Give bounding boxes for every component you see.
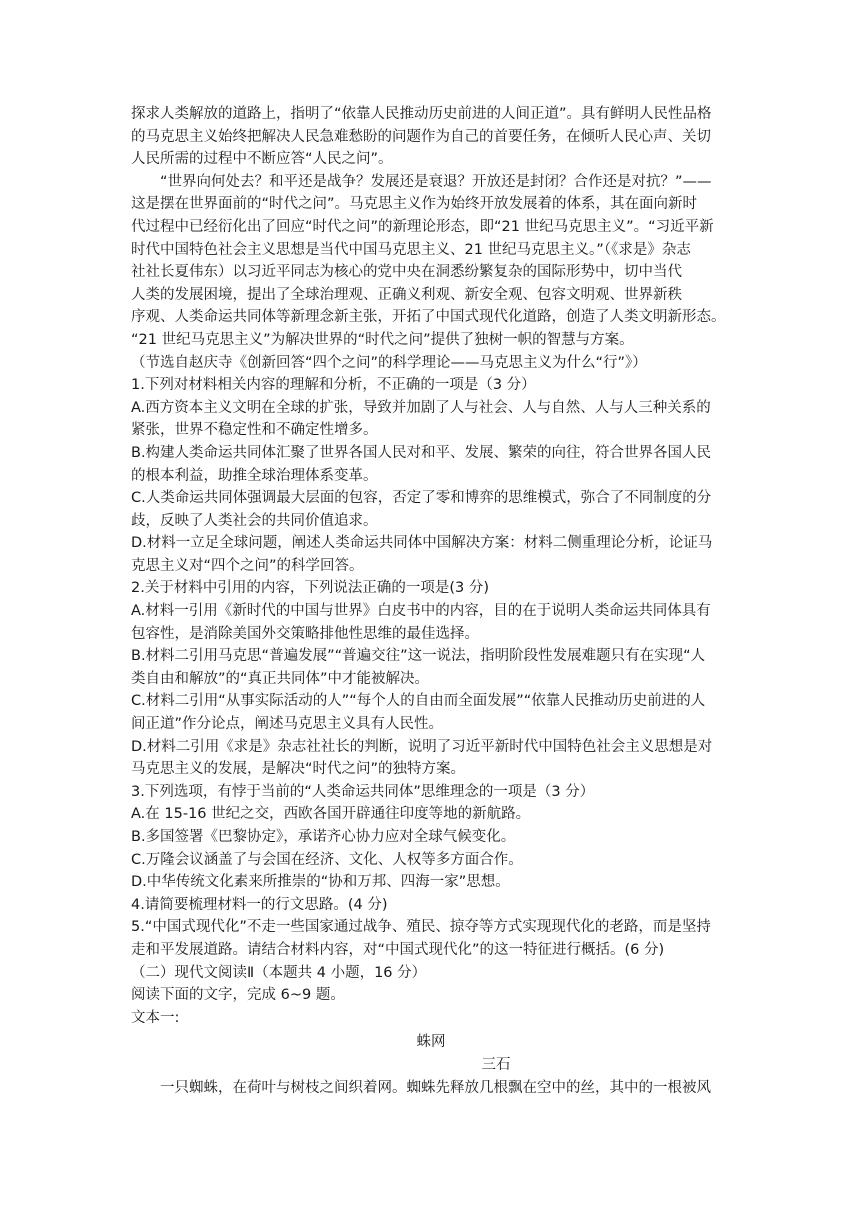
story-author: 三石 [481, 1056, 511, 1073]
option-line: A.西方资本主义文明在全球的扩张，导致并加剧了人与社会、人与自然、人与人三种关系的 [131, 399, 711, 416]
option-line: 类自由和解放”的“真正共同体”中才能被解决。 [131, 670, 430, 687]
paragraph-line: 一只蜘蛛，在荷叶与树枝之间织着网。蜘蛛先释放几根飘在空中的丝，其中的一根被风 [160, 1079, 711, 1096]
question-2: 2.关于材料中引用的内容，下列说法正确的一项是(3 分) [131, 580, 489, 597]
option-line: C.人类命运共同体强调最大层面的包容，否定了零和博弈的思维模式，弥合了不同制度的分 [131, 490, 712, 507]
option-line: 紧张，世界不稳定性和不确定性增多。 [131, 422, 378, 439]
paragraph-line: 这是摆在世界面前的“时代之问”。马克思主义作为始终开放发展着的体系，其在面向新时 [131, 196, 698, 213]
question-3: 3.下列选项，有悖于当前的“人类命运共同体”思维理念的一项是（3 分） [131, 783, 595, 800]
text-label: 文本一: [131, 1009, 180, 1026]
option-line: 马克思主义的发展，是解决“时代之问”的独特方案。 [131, 761, 466, 778]
paragraph-line: “21 世纪马克思主义”为解决世界的“时代之问”提供了独树一帜的智慧与方案。 [131, 331, 634, 348]
option-line: B.材料二引用马克思“普遍发展”“普遍交往”这一说法，指明阶段性发展难题只有在实现“人 [131, 648, 706, 665]
question-1: 1.下列对材料相关内容的理解和分析，不正确的一项是（3 分） [131, 377, 536, 394]
option-line: 的根本利益，助推全球治理体系变革。 [131, 467, 378, 484]
question-5: 5.“中国式现代化”不走一些国家通过战争、殖民、掠夺等方式实现现代化的老路，而是坚持 [131, 919, 711, 936]
paragraph-line: 时代中国特色社会主义思想是当代中国马克思主义、21 世纪马克思主义。”（《求是》杂志 [131, 241, 691, 258]
paragraph-line: 序观、人类命运共同体等新理念新主张，开拓了中国式现代化道路，创造了人类文明新形态。 [131, 309, 726, 326]
instruction: 阅读下面的文字，完成 6~9 题。 [131, 987, 345, 1004]
option-line: A.材料一引用《新时代的中国与世界》白皮书中的内容，目的在于说明人类命运共同体具有 [131, 603, 711, 620]
paragraph-line: 人民所需的过程中不断应答“人民之问”。 [131, 151, 393, 168]
option-line: 克思主义对“四个之问”的科学回答。 [131, 557, 364, 574]
option-line: C.材料二引用“从事实际活动的人”“每个人的自由而全面发展”“依靠人民推动历史前进的人 [131, 693, 706, 710]
source-citation: （节选自赵庆寺《创新回答“四个之问”的科学理论——马克思主义为什么“行”》） [131, 354, 647, 371]
option-line: B.多国签署《巴黎协定》，承诺齐心协力应对全球气候变化。 [131, 829, 516, 845]
option-line: 歧，反映了人类社会的共同价值追求。 [131, 512, 378, 529]
question-5-cont: 走和平发展道路。请结合材料内容，对“中国式现代化”的这一特征进行概括。(6 分) [131, 941, 665, 958]
option-line: 包容性，是消除美国外交策略排他性思维的最佳选择。 [131, 625, 479, 642]
paragraph-line: 社社长夏伟东）以习近平同志为核心的党中央在洞悉纷繁复杂的国际形势中，切中当代 [131, 264, 682, 281]
option-line: C.万隆会议涵盖了与会国在经济、文化、人权等多方面合作。 [131, 851, 523, 868]
paragraph-line: 的马克思主义始终把解决人民急难愁盼的问题作为自己的首要任务，在倾听人民心声、关切 [131, 128, 711, 145]
option-line: D.中华传统文化素来所推崇的“协和万邦、四海一家”思想。 [131, 874, 510, 891]
paragraph-line: 代过程中已经衍化出了回应“时代之问”的新理论形态，即“21 世纪马克思主义”。“习近平新 [131, 218, 714, 235]
option-line: A.在 15-16 世纪之交，西欧各国开辟通往印度等地的新航路。 [131, 806, 531, 823]
option-line: B.构建人类命运共同体汇聚了世界各国人民对和平、发展、繁荣的向往，符合世界各国人民 [131, 444, 712, 461]
question-4: 4.请简要梳理材料一的行文思路。(4 分) [131, 896, 388, 913]
option-line: D.材料一立足全球问题，阐述人类命运共同体中国解决方案：材料二侧重理论分析，论证马 [131, 535, 713, 552]
option-line: 间正道”作分论点，阐述马克思主义具有人民性。 [131, 716, 444, 733]
section-heading: （二）现代文阅读Ⅱ（本题共 4 小题，16 分） [131, 964, 427, 981]
paragraph-line: 人类的发展困境，提出了全球治理观、正确义利观、新安全观、包容文明观、世界新秩 [131, 286, 682, 303]
option-line: D.材料二引用《求是》杂志社社长的判断，说明了习近平新时代中国特色社会主义思想是对 [131, 738, 713, 755]
paragraph-line: 探求人类解放的道路上，指明了“依靠人民推动历史前进的人间正道”。具有鲜明人民性品格 [131, 106, 712, 122]
paragraph-line: “世界向何处去？和平还是战争？发展还是衰退？开放还是封闭？合作还是对抗？”—— [160, 173, 712, 190]
story-title: 蛛网 [416, 1034, 446, 1051]
document-body [131, 103, 731, 1099]
